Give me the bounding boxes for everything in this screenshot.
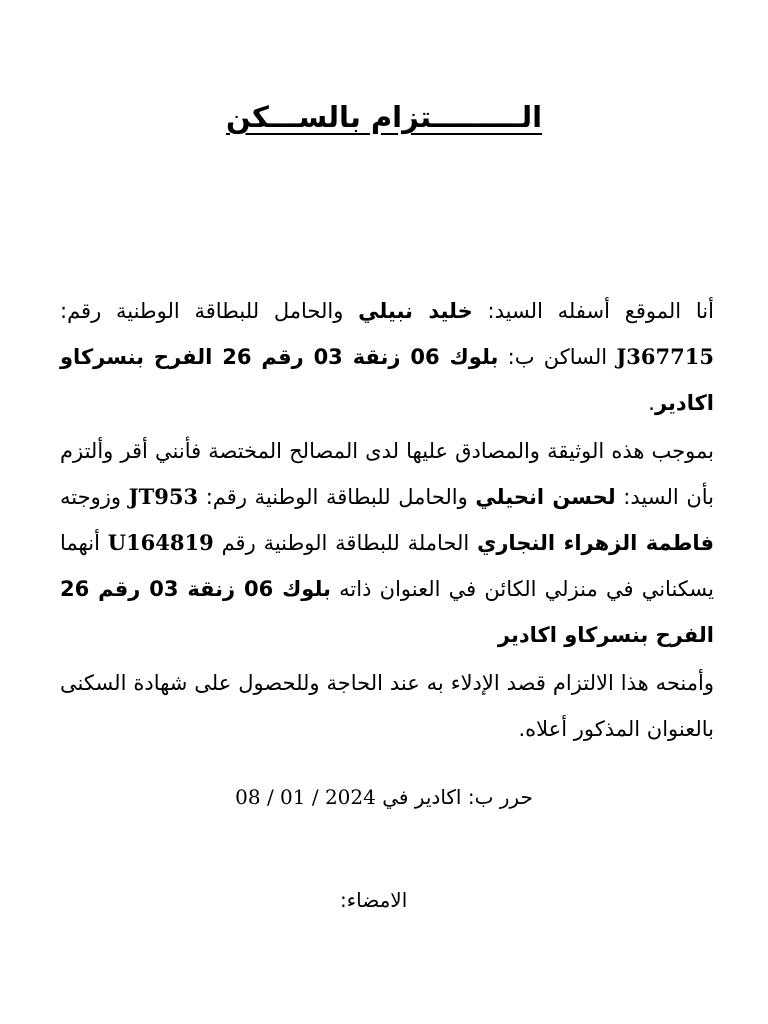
tenant-id-number: JT953 — [128, 484, 199, 509]
p2-part5: أنهما يسكناني في منزلي الكائن في العنوان ذاته — [60, 531, 714, 601]
document-body — [60, 288, 714, 754]
p2-part3: وزوجته — [60, 485, 129, 509]
p2-part4: الحاملة للبطاقة الوطنية رقم — [213, 531, 478, 555]
paragraph-declarant — [60, 288, 714, 426]
p1-end: . — [648, 391, 655, 415]
signature-label: الامضاء: — [340, 888, 408, 912]
tenant-name: لحسن انحيلي — [475, 485, 616, 509]
residence-address: بلوك 06 زنقة 03 رقم 26 الفرح بنسركاو اكادير — [60, 577, 714, 647]
spouse-id-number: U164819 — [107, 530, 214, 555]
p1-intro: أنا الموقع أسفله السيد: — [472, 299, 714, 323]
date-label: حرر ب: اكادير في — [375, 785, 533, 809]
signer-id-number: J367715 — [616, 344, 714, 369]
p2-part2: والحامل للبطاقة الوطنية رقم: — [198, 485, 476, 509]
place-and-date — [0, 785, 768, 809]
signer-name: خليد نبيلي — [358, 299, 473, 323]
p1-residence-lead: الساكن ب: — [498, 345, 617, 369]
paragraph-commitment — [60, 428, 714, 658]
document-title: الـــــــــتزام بالســـكن — [225, 100, 543, 134]
date-value: 08 / 01 / 2024 — [235, 785, 376, 809]
p1-id-lead: والحامل للبطاقة الوطنية رقم: — [60, 299, 359, 323]
p2-part1: بموجب هذه الوثيقة والمصادق عليها لدى المصالح المختصة فأنني أقر وألتزم بأن السيد: — [60, 439, 715, 509]
paragraph-purpose: وأمنحه هذا الالتزام قصد الإدلاء به عند الحاجة وللحصول على شهادة السكنى بالعنوان المذكور أعلاه. — [60, 671, 714, 741]
spouse-name: فاطمة الزهراء النجاري — [477, 531, 714, 555]
signer-address: بلوك 06 زنقة 03 رقم 26 الفرح بنسركاو اكادير — [60, 345, 714, 415]
